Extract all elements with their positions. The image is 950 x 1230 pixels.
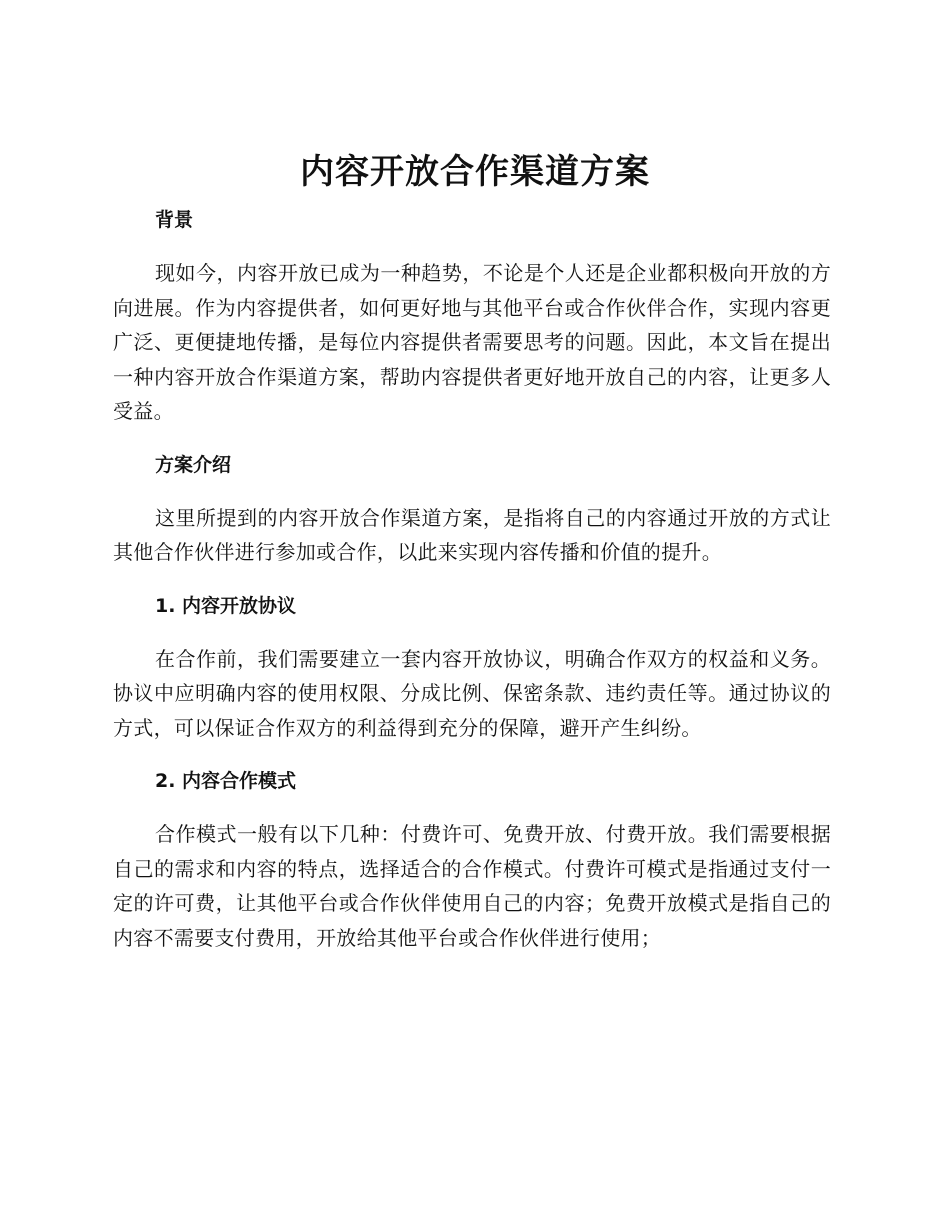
spacer <box>113 429 831 445</box>
section-heading-modes: 2. 内容合作模式 <box>155 770 297 792</box>
spacer <box>113 485 831 501</box>
spacer <box>113 801 831 817</box>
document-body <box>113 200 831 955</box>
paragraph-protocol: 在合作前，我们需要建立一套内容开放协议，明确合作双方的权益和义务。协议中应明确内容的使用权限、分成比例、保密条款、违约责任等。通过协议的方式，可以保证合作双方的利益得到充分的保障，避开产生纠纷。 <box>113 646 831 740</box>
spacer <box>113 570 831 586</box>
paragraph-intro: 这里所提到的内容开放合作渠道方案，是指将自己的内容通过开放的方式让其他合作伙伴进行参加或合作，以此来实现内容传播和价值的提升。 <box>113 505 831 564</box>
section-heading-background: 背景 <box>155 209 194 231</box>
spacer <box>113 240 831 256</box>
section-heading-protocol: 1. 内容开放协议 <box>155 594 297 617</box>
paragraph-background: 现如今，内容开放已成为一种趋势，不论是个人还是企业都积极向开放的方向进展。作为内容提供者，如何更好地与其他平台或合作伙伴合作，实现内容更广泛、更便捷地传播，是每位内容提供者需要思考的问题。因此，本文旨在提出一种内容开放合作渠道方案，帮助内容提供者更好地开放自己的内容，让更多人受益。 <box>113 261 831 423</box>
document-title: 内容开放合作渠道方案 <box>300 152 650 192</box>
spacer <box>113 626 831 642</box>
paragraph-modes: 合作模式一般有以下几种：付费许可、免费开放、付费开放。我们需要根据自己的需求和内容的特点，选择适合的合作模式。付费许可模式是指通过支付一定的许可费，让其他平台或合作伙伴使用自己的内容；免费开放模式是指自己的内容不需要支付费用，开放给其他平台或合作伙伴进行使用； <box>113 822 831 950</box>
section-heading-intro: 方案介绍 <box>155 453 232 476</box>
spacer <box>113 745 831 761</box>
